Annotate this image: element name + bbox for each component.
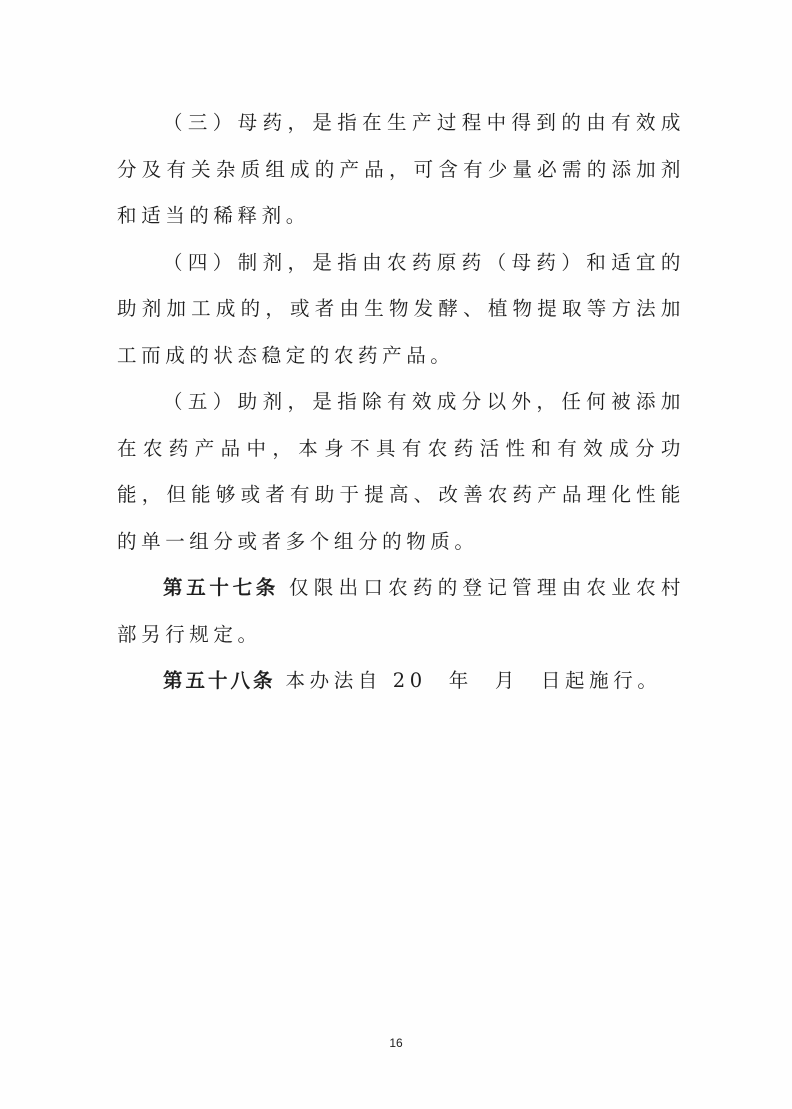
paragraph-item-5: （五）助剂，是指除有效成分以外，任何被添加在农药产品中，本身不具有农药活性和有效成分功能，但能够或者有助于提高、改善农药产品理化性能的单一组分或者多个组分的物质。	[117, 390, 685, 553]
page-number: 16	[389, 1036, 403, 1050]
article-58-year-label: 年	[448, 669, 473, 692]
paragraph-item-4: （四）制剂，是指由农药原药（母药）和适宜的助剂加工成的，或者由生物发酵、植物提取等方法加工而成的状态稳定的农药产品。	[117, 250, 685, 367]
paragraph-item-3: （三）母药，是指在生产过程中得到的由有效成分及有关杂质组成的产品，可含有少量必需的添加剂和适当的稀释剂。	[117, 111, 685, 227]
article-57-text: 仅限出口农药的登记管理由农业农村部另行规定。	[117, 576, 685, 646]
article-57	[117, 565, 685, 658]
article-58-text-end: 日起施行。	[540, 669, 662, 692]
article-58-month-label: 月	[494, 669, 519, 692]
article-58	[117, 658, 685, 705]
article-58-heading: 第五十八条	[163, 669, 276, 692]
article-58-text-start: 本办法自 20	[285, 669, 427, 692]
document-body	[117, 100, 685, 705]
article-57-heading: 第五十七条	[163, 576, 279, 599]
